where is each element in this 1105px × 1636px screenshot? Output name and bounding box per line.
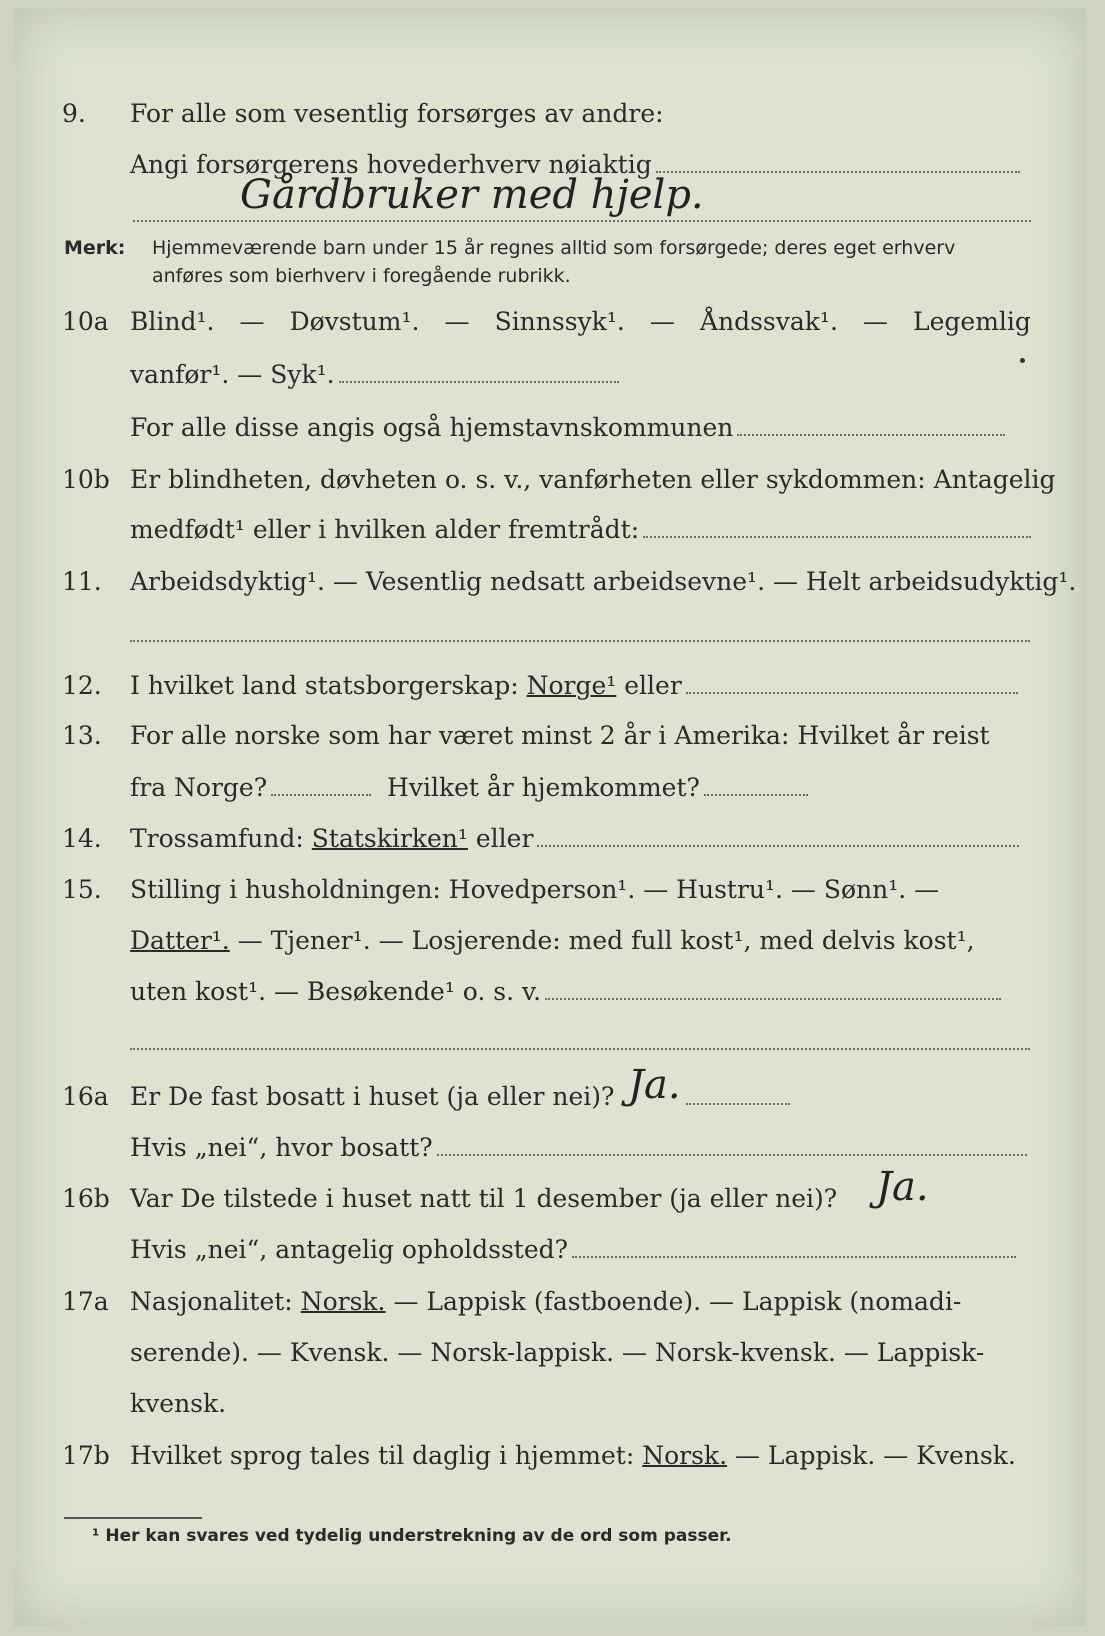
q10a-row-2 xyxy=(0,353,1105,397)
q12-row xyxy=(0,664,1105,708)
q11-answer-line xyxy=(130,640,1030,642)
q16b-text: Var De tilstede i huset natt til 1 desember (ja eller nei)? xyxy=(130,1184,838,1213)
q10a-hjemstavn: For alle disse angis også hjemstavnskommunen xyxy=(130,406,1031,450)
q14-number: 14. xyxy=(62,824,102,853)
q16a-subtext: Hvis „nei“, hvor bosatt? xyxy=(130,1126,1031,1170)
q13-number: 13. xyxy=(62,721,102,750)
q17b-text: Hvilket sprog tales til daglig i hjemmet: Norsk. — Lappisk. — Kvensk. xyxy=(130,1441,1016,1470)
q10b-row-2 xyxy=(0,508,1105,552)
q17a-row-2 xyxy=(0,1331,1105,1375)
q10a-number: 10a xyxy=(62,307,109,336)
q17a-text: Nasjonalitet: Norsk. — Lappisk (fastboende). — Lappisk (nomadi- xyxy=(130,1287,962,1316)
q15-text: Stilling i husholdningen: Hovedperson¹. — Hustru¹. — Sønn¹. — xyxy=(130,875,940,904)
q16b-number: 16b xyxy=(62,1184,110,1213)
merk-text-1: Hjemmeværende barn under 15 år regnes alltid som forsørgede; deres eget erhverv xyxy=(152,237,956,259)
q10a-text: Blind¹. — Døvstum¹. — Sinnssyk¹. — Åndssvak¹. — Legemlig xyxy=(130,307,1031,336)
q10b-text: Er blindheten, døvheten o. s. v., vanførheten eller sykdommen: Antagelig xyxy=(130,465,1056,494)
q12-number: 12. xyxy=(62,671,102,700)
q9-subtext: Angi forsørgerens hovederhverv nøiaktig xyxy=(130,143,1031,187)
q17a-row xyxy=(0,1280,1105,1324)
q10a-row-3 xyxy=(0,406,1105,450)
q17a-row-3 xyxy=(0,1382,1105,1426)
q9-number: 9. xyxy=(62,99,86,128)
q13-subtext: fra Norge? Hvilket år hjemkommet? xyxy=(130,766,1031,810)
q10b-row xyxy=(0,458,1105,502)
q16a-row xyxy=(0,1075,1105,1119)
q17b-row xyxy=(0,1434,1105,1478)
q17b-number: 17b xyxy=(62,1441,110,1470)
q15-number: 15. xyxy=(62,875,102,904)
q16b-handwritten-answer: Ja. xyxy=(876,1164,929,1210)
q15-row-3 xyxy=(0,970,1105,1014)
q9-row xyxy=(0,92,1105,136)
q16b-row-2 xyxy=(0,1228,1105,1272)
q10b-number: 10b xyxy=(62,465,110,494)
q15-subtext: Datter¹. — Tjener¹. — Losjerende: med full kost¹, med delvis kost¹, xyxy=(130,926,975,955)
q13-row-2 xyxy=(0,766,1105,810)
q10b-subtext: medfødt¹ eller i hvilken alder fremtrådt: xyxy=(130,508,1031,552)
q16a-handwritten-answer: Ja. xyxy=(628,1062,681,1108)
q16a-text: Er De fast bosatt i huset (ja eller nei)? xyxy=(130,1075,1031,1119)
footnote-divider xyxy=(64,1517,202,1519)
q16b-subtext: Hvis „nei“, antagelig opholdssted? xyxy=(130,1228,1031,1272)
q12-text: I hvilket land statsborgerskap: Norge¹ eller xyxy=(130,664,1031,708)
q9-answer-line xyxy=(133,220,1031,222)
q17a-subtext: serende). — Kvensk. — Norsk-lappisk. — Norsk-kvensk. — Lappisk- xyxy=(130,1338,985,1367)
footnote: ¹ Her kan svares ved tydelig understrekning av de ord som passer. xyxy=(92,1526,732,1546)
q13-row xyxy=(0,714,1105,758)
q17a-subtext-2: kvensk. xyxy=(130,1389,227,1418)
q16a-row-2 xyxy=(0,1126,1105,1170)
q17a-number: 17a xyxy=(62,1287,109,1316)
merk-text-2: anføres som bierhverv i foregående rubrikk. xyxy=(152,265,571,287)
q15-answer-line xyxy=(130,1048,1030,1050)
q15-subtext-2: uten kost¹. — Besøkende¹ o. s. v. xyxy=(130,970,1031,1014)
q16a-number: 16a xyxy=(62,1082,109,1111)
q11-text: Arbeidsdyktig¹. — Vesentlig nedsatt arbeidsevne¹. — Helt arbeidsudyktig¹. xyxy=(130,567,1077,596)
merk-note xyxy=(0,234,1105,294)
q13-text: For alle norske som har været minst 2 år i Amerika: Hvilket år reist xyxy=(130,721,990,750)
q9-handwritten-answer: Gårdbruker med hjelp. xyxy=(240,172,704,218)
q15-row-2 xyxy=(0,919,1105,963)
q14-text: Trossamfund: Statskirken¹ eller xyxy=(130,817,1031,861)
q15-row xyxy=(0,868,1105,912)
q11-row xyxy=(0,560,1105,604)
q10a-subtext: vanfør¹. — Syk¹. xyxy=(130,353,1031,397)
q9-text: For alle som vesentlig forsørges av andre: xyxy=(130,99,664,128)
q16b-row xyxy=(0,1177,1105,1221)
q10a-row xyxy=(0,300,1105,344)
q14-row xyxy=(0,817,1105,861)
merk-label: Merk: xyxy=(64,237,126,259)
q11-number: 11. xyxy=(62,567,102,596)
